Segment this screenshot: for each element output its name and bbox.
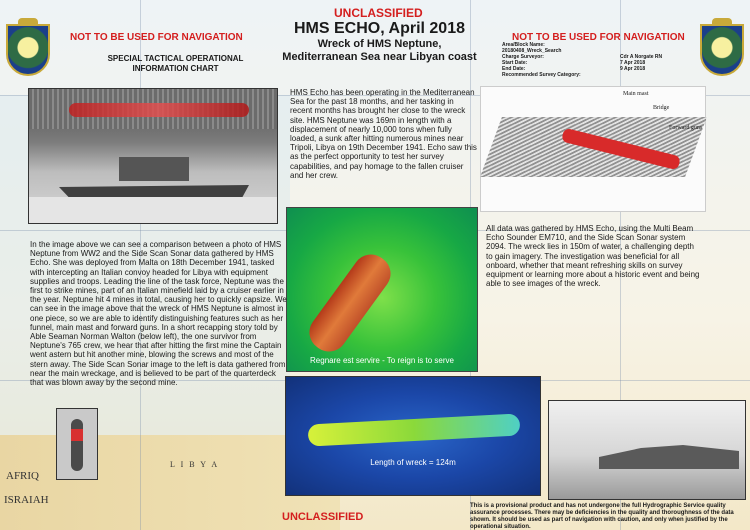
meta-value: Cdr A Norgate RN xyxy=(620,54,663,60)
meta-value: 7 Apr 2018 xyxy=(620,60,646,66)
page-subtitle: Wreck of HMS Neptune, Mediterranean Sea near Libyan coast xyxy=(282,38,477,63)
meta-key: End Date: xyxy=(502,66,526,72)
meta-key: Area/Block Name: xyxy=(502,42,545,48)
unclassified-top: UNCLASSIFIED xyxy=(334,6,423,20)
meta-key: Charge Surveyor: xyxy=(502,54,544,60)
callout-bridge: Bridge xyxy=(653,105,670,111)
page-title: HMS ECHO, April 2018 xyxy=(293,20,465,37)
disclaimer-text: This is a provisional product and has not undergone the full Hydrographic Service quality assurance processes. There may be deficiencies in the quality and thoroughness of the data shown. It should be used as part of navigation with caution, and only when justified by the operational situation. xyxy=(470,503,734,530)
meta-key: Start Date: xyxy=(502,60,528,66)
motto-caption: Regnare est servire - To reign is to serve xyxy=(310,356,454,365)
meta-value: 9 Apr 2018 xyxy=(620,66,646,72)
ship-hull xyxy=(59,179,249,199)
callout-main-mast: Main mast xyxy=(623,91,649,97)
map-label-libya: L I B Y A xyxy=(170,460,220,469)
wreck-shape xyxy=(308,413,521,446)
water-surface xyxy=(29,197,277,223)
comparison-paragraph: In the image above we can see a comparison between a photo of HMS Neptune from WW2 and the Side Scan Sonar data gathered by HMS Echo. She was deployed from Malta on 18th December 1941, tasked with intercepting an Italian convoy headed for Libya with equipment supplies and troops. Leading the line of the task force, Neptune was the first to strike mines, part of an Italian minefield laid by a cruiser earlier in the year. Neptune hit 4 mines in total, causing her to quickly capsize. We can see in the image above that the wreck of HMS Neptune is almost in one piece, so we are able to identify distinguishing features such as her funnel, main mast and forward guns. In a short recapping story told by Able Seaman Norman Walton (below left), the one survivor from Neptune's 765 crew, we hear that after hitting the first mine the Captain went astern but hit another mine, blowing the screws and most of the stern away. The Side Scan Sonar image to the left is data gathered from near the main wreckage, and is believed to be part of the quarterdeck that was blown away by the second mine. xyxy=(30,240,287,388)
not-for-navigation-right: NOT TO BE USED FOR NAVIGATION xyxy=(512,32,685,43)
sonar-fragment xyxy=(71,419,83,471)
historical-ship-photo xyxy=(548,400,746,500)
map-label-afriq: AFRIQ xyxy=(6,470,40,482)
chart-type-label: SPECIAL TACTICAL OPERATIONAL INFORMATION CHART xyxy=(107,54,244,73)
meta-key: Recommended Survey Category: xyxy=(502,72,581,78)
not-for-navigation-left: NOT TO BE USED FOR NAVIGATION xyxy=(70,32,243,43)
ship-superstructure xyxy=(119,157,189,181)
sonar-vs-photo-comparison xyxy=(28,88,278,224)
title-block xyxy=(282,20,477,64)
unclassified-bottom: UNCLASSIFIED xyxy=(282,511,364,523)
intro-paragraph: HMS Echo has been operating in the Mediterranean Sea for the past 18 months, and her tasking in recent months has brought her close to the wreck site. HMS Neptune was 169m in length with a displacement of nearly 10,000 tons when fully loaded, a sunk after hitting numerous mines near Tripoli, Libya on 19th December 1941. Echo saw this as the perfect opportunity to test her survey capabilities, and pay homage to the fallen cruiser and her crew. xyxy=(290,88,477,180)
meta-key: 20180408_Wreck_Search xyxy=(502,48,562,54)
survey-metadata xyxy=(502,42,662,78)
bathymetry-wreck-image xyxy=(285,376,541,496)
length-caption: Length of wreck = 124m xyxy=(370,458,456,467)
map-label-israiah: ISRAIAH xyxy=(4,494,49,506)
multibeam-wreck-image xyxy=(286,207,478,372)
sonar-highlight xyxy=(71,429,83,441)
ship-silhouette xyxy=(599,439,739,469)
survivor-sonar-image xyxy=(56,408,98,480)
ship-crest-icon xyxy=(700,24,744,76)
callout-forward-guns: Forward guns xyxy=(669,125,703,131)
sonar-wreck-highlight xyxy=(69,103,249,117)
wreck-shape xyxy=(302,247,397,358)
wreck-3d-view xyxy=(480,86,706,212)
data-gathered-paragraph: All data was gathered by HMS Echo, using the Multi Beam Echo Sounder EM710, and the Side Scan Sonar system 2094. The wreck lies in 150m of water, a challenging depth to gain imagery. The investigation was beneficial for all onboard, whether that meant refreshing skills on survey equipment or learning more about a historic event and being able to see images of the wreck. xyxy=(486,224,700,289)
ship-crest-icon xyxy=(6,24,50,76)
